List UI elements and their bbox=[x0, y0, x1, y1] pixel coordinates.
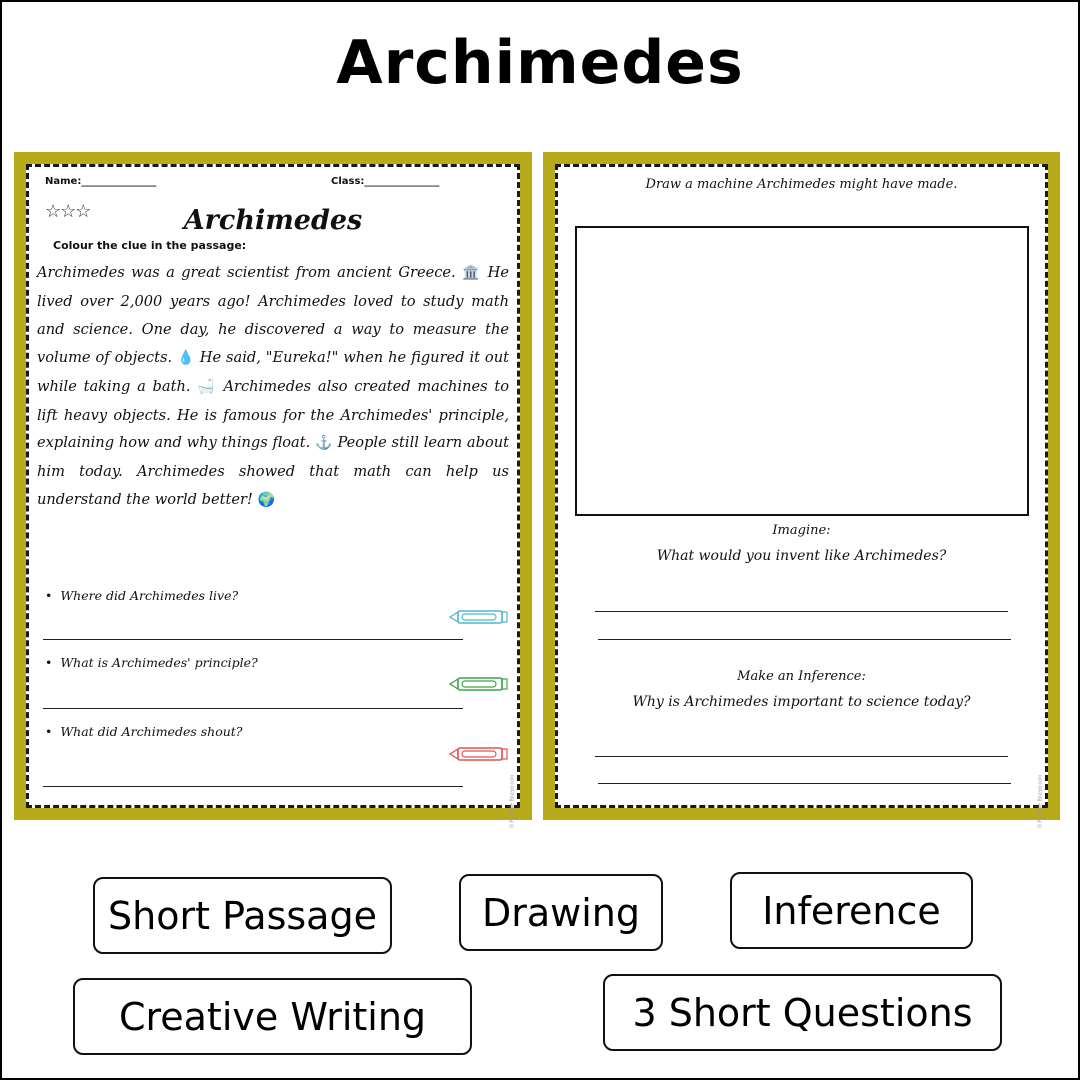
bullet: • bbox=[45, 724, 53, 739]
tag-short-passage: Short Passage bbox=[93, 877, 392, 954]
question-text: What is Archimedes' principle? bbox=[60, 655, 258, 670]
inference-question: Why is Archimedes important to science today? bbox=[632, 694, 971, 710]
passage-text: People still learn about him today. Archimedes showed that math can help us understand the world better! bbox=[37, 434, 509, 509]
answer-line[interactable] bbox=[598, 783, 1011, 784]
worksheet-title: Archimedes bbox=[183, 205, 363, 236]
copyright-text: © Printable Bazaar.com bbox=[1038, 775, 1044, 828]
classical-building-icon: 🏛️ bbox=[462, 265, 482, 281]
question-text: What did Archimedes shout? bbox=[60, 724, 243, 739]
bullet: • bbox=[45, 588, 53, 603]
drawing-area[interactable] bbox=[575, 226, 1029, 516]
class-label: Class:_______________ bbox=[331, 176, 440, 187]
inference-heading: Make an Inference: bbox=[737, 669, 866, 684]
globe-icon: 🌍 bbox=[257, 492, 275, 509]
reading-passage bbox=[37, 259, 509, 515]
passage-worksheet bbox=[14, 152, 532, 828]
answer-line[interactable] bbox=[598, 639, 1011, 640]
tag-creative-writing: Creative Writing bbox=[73, 978, 472, 1055]
copyright-text: © Printable Bazaar.com bbox=[510, 775, 516, 828]
crayon-icon bbox=[449, 746, 509, 762]
imagine-heading: Imagine: bbox=[772, 523, 831, 538]
question-1 bbox=[45, 588, 238, 603]
bullet: • bbox=[45, 655, 53, 670]
anchor-icon: ⚓ bbox=[315, 435, 333, 452]
crayon-icon bbox=[449, 609, 509, 625]
passage-worksheet-inner bbox=[26, 164, 520, 828]
passage-text: He lived over 2,000 years ago! Archimedes loved to study math and science. One day, he discovered a way to measure the volume of objects. bbox=[37, 264, 509, 366]
answer-line[interactable] bbox=[43, 639, 463, 640]
passage-text: Archimedes also created machines to lift heavy objects. He is famous for the Archimedes' principle, explaining how and why things float. bbox=[37, 377, 509, 452]
tag-drawing: Drawing bbox=[459, 874, 663, 951]
tag-inference: Inference bbox=[730, 872, 973, 949]
drawing-worksheet-inner bbox=[555, 164, 1048, 828]
tag-3-short-questions: 3 Short Questions bbox=[603, 974, 1002, 1051]
page-title: Archimedes bbox=[336, 28, 744, 98]
draw-prompt: Draw a machine Archimedes might have made. bbox=[645, 177, 958, 192]
drawing-worksheet bbox=[543, 152, 1060, 828]
answer-line[interactable] bbox=[595, 756, 1008, 757]
answer-line[interactable] bbox=[595, 611, 1008, 612]
passage-text: Archimedes was a great scientist from ancient Greece. bbox=[37, 264, 463, 281]
question-3 bbox=[45, 724, 243, 739]
passage-text: He said, "Eureka!" when he figured it out while taking a bath. bbox=[37, 348, 509, 395]
question-2 bbox=[45, 655, 258, 670]
imagine-question: What would you invent like Archimedes? bbox=[656, 548, 947, 564]
question-text: Where did Archimedes live? bbox=[60, 588, 239, 603]
instruction-text: Colour the clue in the passage: bbox=[53, 239, 247, 252]
name-label: Name:_______________ bbox=[45, 176, 157, 187]
answer-line[interactable] bbox=[43, 786, 463, 787]
rating-stars-icon: ☆☆☆ bbox=[45, 201, 91, 221]
answer-line[interactable] bbox=[43, 708, 463, 709]
water-drop-icon: 💧 bbox=[177, 349, 195, 366]
crayon-icon bbox=[449, 676, 509, 692]
bathtub-icon: 🛁 bbox=[197, 378, 217, 395]
